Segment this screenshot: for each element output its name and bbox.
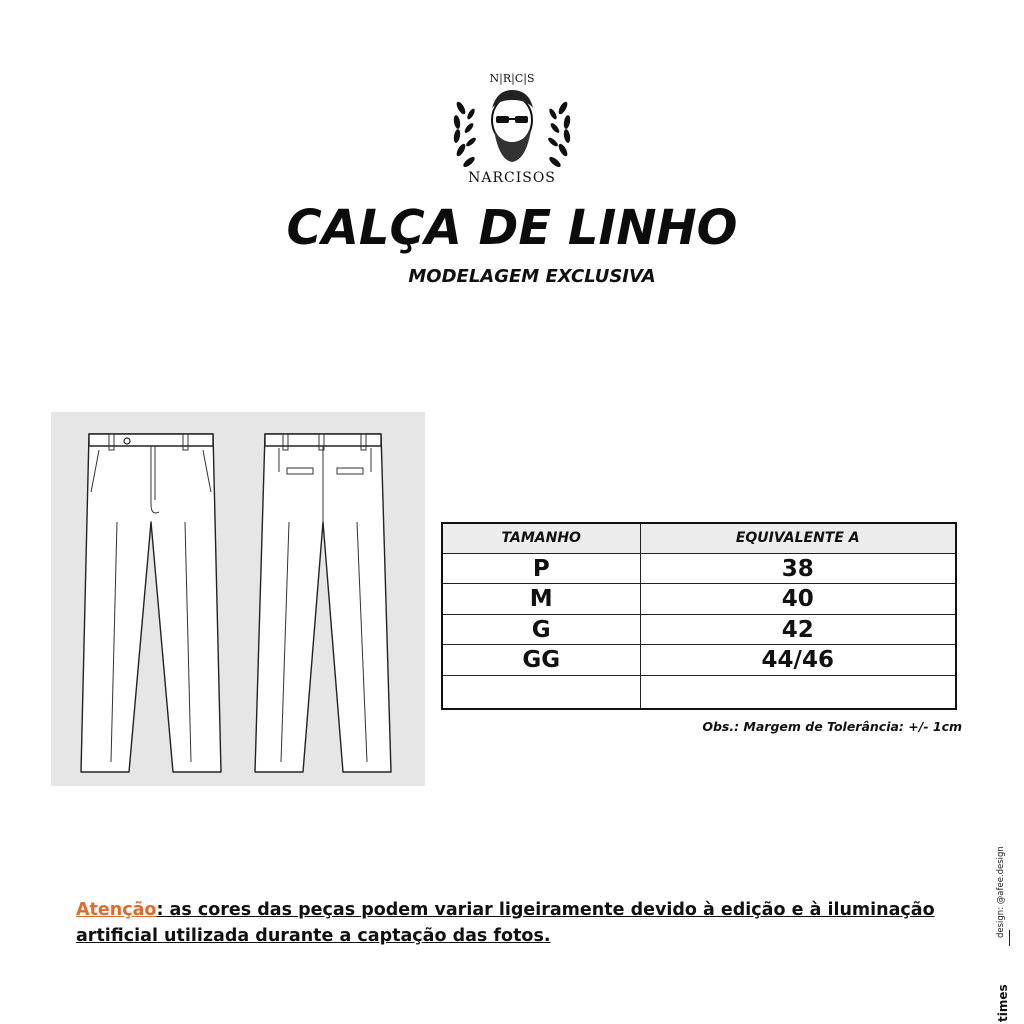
size-cell: GG [442,645,640,675]
pants-drawing [51,412,425,786]
button-icon [124,438,130,444]
table-row-empty [442,675,956,709]
tolerance-note: Obs.: Margem de Tolerância: +/- 1cm [702,719,962,734]
equivalent-cell: 42 [640,614,956,644]
page-subtitle: MODELAGEM EXCLUSIVA [408,266,656,287]
equivalent-cell: 44/46 [640,645,956,675]
header-size: TAMANHO [442,523,640,553]
brand-logo [447,68,577,192]
attention-label: Atenção [76,900,157,920]
table-row [442,645,956,675]
narcisos-logo-graphic [447,68,577,192]
equivalent-cell: 38 [640,553,956,583]
size-cell: P [442,553,640,583]
page-title: CALÇA DE LINHO [286,200,738,256]
attention-notice [76,897,956,949]
size-table [441,522,957,710]
size-cell: G [442,614,640,644]
equivalent-cell: 40 [640,584,956,614]
table-row [442,553,956,583]
svg-text:NARCISOS: NARCISOS [468,170,556,186]
table-row [442,584,956,614]
svg-text:N|R|C|S: N|R|C|S [489,72,535,85]
times-brand: times [996,984,1010,1022]
size-table-header [442,523,956,553]
size-cell: M [442,584,640,614]
table-row [442,614,956,644]
credit-divider [1009,930,1010,946]
attention-message: : as cores das peças podem variar ligeiramente devido à edição e à iluminação artificial utilizada durante a captação das fotos. [76,900,935,946]
design-credit-text: design: @afee.design [996,846,1006,938]
pants-illustration-panel [51,412,425,786]
header-equivalent: EQUIVALENTE A [640,523,956,553]
design-credit [990,846,1024,1024]
